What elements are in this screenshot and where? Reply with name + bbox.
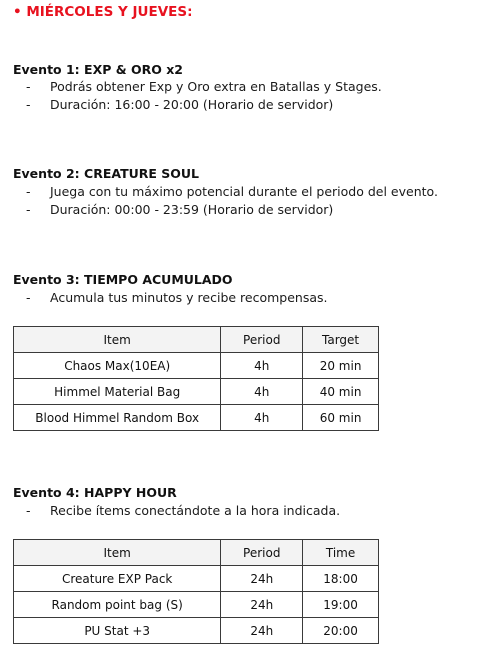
bullet-text: Acumula tus minutos y recibe recompensas.	[50, 290, 328, 305]
section-heading: • MIÉRCOLES Y JUEVES:	[13, 4, 193, 20]
cell-period: 4h	[221, 379, 303, 405]
cell-item: PU Stat +3	[14, 618, 221, 644]
bullet-text: Juega con tu máximo potencial durante el periodo del evento.	[50, 184, 438, 199]
column-header-period: Period	[221, 327, 303, 353]
column-header-period: Period	[221, 540, 303, 566]
cell-item: Creature EXP Pack	[14, 566, 221, 592]
cell-period: 24h	[221, 618, 303, 644]
dash: -	[26, 79, 31, 94]
table-row	[14, 592, 379, 618]
table-row	[14, 566, 379, 592]
bullet-text: Recibe ítems conectándote a la hora indicada.	[50, 503, 341, 518]
event-2-bullet-2	[26, 202, 333, 217]
column-header-target: Target	[303, 327, 379, 353]
event-3-title: Evento 3: TIEMPO ACUMULADO	[13, 272, 233, 287]
table-header-row	[14, 327, 379, 353]
event-2-bullet-1	[26, 184, 438, 199]
column-header-time: Time	[303, 540, 379, 566]
cell-time: 20:00	[303, 618, 379, 644]
table-header-row	[14, 540, 379, 566]
dash: -	[26, 503, 31, 518]
cell-target: 20 min	[303, 353, 379, 379]
dash: -	[26, 97, 31, 112]
cell-item: Blood Himmel Random Box	[14, 405, 221, 431]
cell-item: Random point bag (S)	[14, 592, 221, 618]
cell-period: 24h	[221, 592, 303, 618]
event-1-bullet-2	[26, 97, 333, 112]
event-1-bullet-1	[26, 79, 382, 94]
table-row	[14, 618, 379, 644]
dash: -	[26, 290, 31, 305]
dash: -	[26, 184, 31, 199]
cell-item: Chaos Max(10EA)	[14, 353, 221, 379]
cell-period: 4h	[221, 405, 303, 431]
event-4-bullet-1	[26, 503, 340, 518]
event-4-title: Evento 4: HAPPY HOUR	[13, 485, 177, 500]
bullet-text: Duración: 00:00 - 23:59 (Horario de servidor)	[50, 202, 334, 217]
cell-time: 18:00	[303, 566, 379, 592]
table-row	[14, 379, 379, 405]
event-3-table	[13, 326, 379, 431]
column-header-item: Item	[14, 327, 221, 353]
cell-target: 60 min	[303, 405, 379, 431]
bullet-text: Podrás obtener Exp y Oro extra en Batallas y Stages.	[50, 79, 382, 94]
event-3-bullet-1	[26, 290, 328, 305]
dash: -	[26, 202, 31, 217]
event-2-title: Evento 2: CREATURE SOUL	[13, 166, 200, 181]
cell-target: 40 min	[303, 379, 379, 405]
event-1-title: Evento 1: EXP & ORO x2	[13, 62, 183, 77]
cell-time: 19:00	[303, 592, 379, 618]
cell-item: Himmel Material Bag	[14, 379, 221, 405]
table-row	[14, 405, 379, 431]
column-header-item: Item	[14, 540, 221, 566]
cell-period: 4h	[221, 353, 303, 379]
cell-period: 24h	[221, 566, 303, 592]
bullet-text: Duración: 16:00 - 20:00 (Horario de servidor)	[50, 97, 334, 112]
table-row	[14, 353, 379, 379]
event-4-table	[13, 539, 379, 644]
